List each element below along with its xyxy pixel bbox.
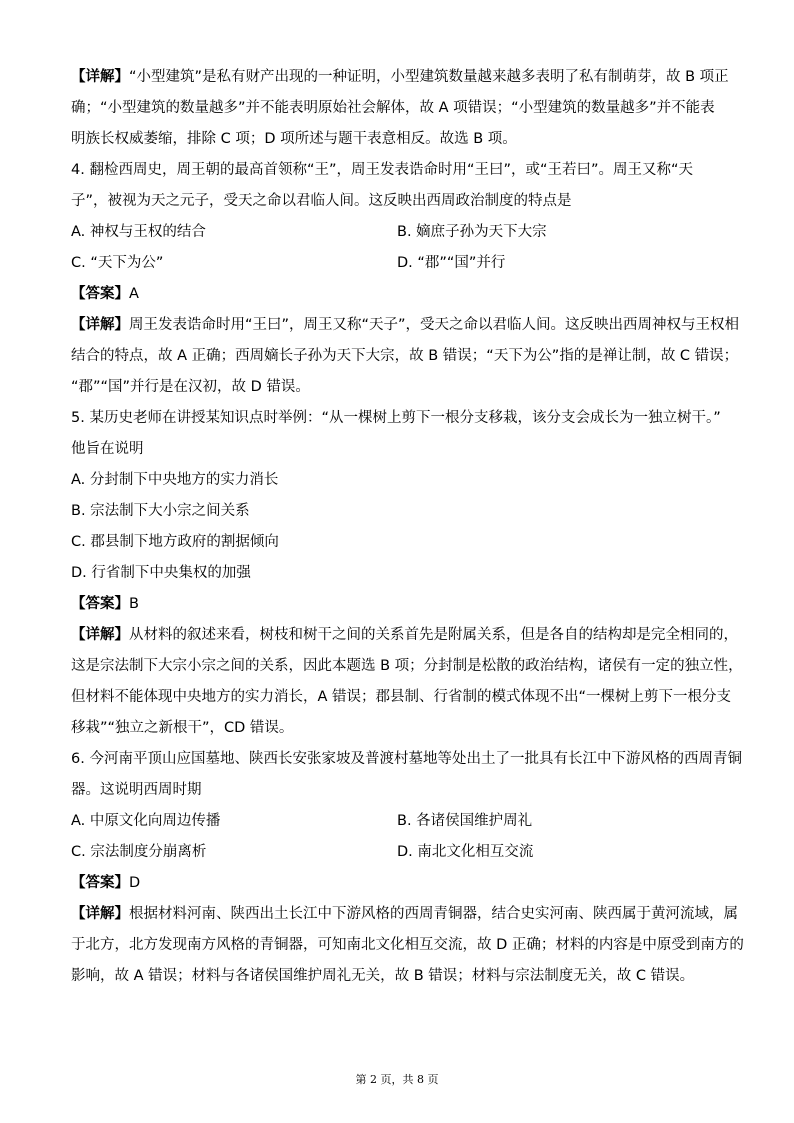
q5-detail-line-3: 但材料不能体现中央地方的实力消长，A 错误；郡县制、行省制的模式体现不出“一棵树上剪下一根分支	[71, 689, 732, 705]
q5-stem-line-2: 他旨在说明	[71, 441, 144, 457]
page-footer: 第 2 页，共 8 页	[355, 1073, 439, 1086]
q4-option-d: D. “郡”“国”并行	[397, 255, 506, 271]
answer-label: 【答案】	[71, 875, 129, 891]
document-page	[71, 62, 744, 992]
q4-detail-line-1: 【详解】周王发表诰命时用“王曰”，周王又称“天子”，受天之命以君临人间。这反映出西周神权与王权相	[71, 317, 740, 333]
q6-options-row-2	[71, 837, 725, 868]
q6-detail-line-3: 影响，故 A 错误；材料与各诸侯国维护周礼无关，故 B 错误；材料与宗法制度无关，故 C 错误。	[71, 968, 695, 984]
q4-detail-line-2: 结合的特点，故 A 正确；西周嫡长子孙为天下大宗，故 B 错误；“天下为公”指的是禅让制，故 C 错误；	[71, 348, 739, 364]
q5-detail-line-2: 这是宗法制下大宗小宗之间的关系，因此本题选 B 项；分封制是松散的政治结构，诸侯有一定的独立性，	[71, 658, 743, 674]
detail-label: 【详解】	[71, 69, 129, 85]
detail-label: 【详解】	[71, 627, 129, 643]
detail-label: 【详解】	[71, 906, 129, 922]
q4-option-a: A. 神权与王权的结合	[71, 224, 206, 240]
q5-option-a: A. 分封制下中央地方的实力消长	[71, 472, 279, 488]
detail-label: 【详解】	[71, 317, 129, 333]
q4-stem-line-1: 4. 翻检西周史，周王朝的最高首领称“王”，周王发表诰命时用“王曰”，或“王若曰”。周王又称“天	[71, 162, 694, 178]
q4-detail-line-3: “郡”“国”并行是在汉初，故 D 错误。	[71, 379, 310, 395]
q5-answer: 【答案】B	[71, 596, 139, 612]
q4-stem-line-2: 子”，被视为天之元子，受天之命以君临人间。这反映出西周政治制度的特点是	[71, 193, 572, 209]
answer-label: 【答案】	[71, 286, 129, 302]
q6-stem-line-1: 6. 今河南平顶山应国墓地、陕西长安张家坡及普渡村墓地等处出土了一批具有长江中下游风格的西周青铜	[71, 751, 742, 767]
q6-detail-line-1: 【详解】根据材料河南、陕西出土长江中下游风格的西周青铜器，结合史实河南、陕西属于黄河流域，属	[71, 906, 738, 922]
q6-answer: 【答案】D	[71, 875, 141, 891]
q6-option-b: B. 各诸侯国维护周礼	[397, 813, 533, 829]
q6-option-a: A. 中原文化向周边传播	[71, 813, 221, 829]
q5-detail-line-1: 【详解】从材料的叙述来看，树枝和树干之间的关系首先是附属关系，但是各自的结构却是完全相同的，	[71, 627, 738, 643]
q4-answer: 【答案】A	[71, 286, 139, 302]
q5-detail-line-4: 移栽”“独立之新根干”，CD 错误。	[71, 720, 294, 736]
q5-stem-line-1: 5. 某历史老师在讲授某知识点时举例：“从一棵树上剪下一根分支移栽，该分支会成长为一独立树干。”	[71, 410, 721, 426]
q6-detail-line-2: 于北方，北方发现南方风格的青铜器，可知南北文化相互交流，故 D 正确；材料的内容是中原受到南方的	[71, 937, 744, 953]
q6-option-d: D. 南北文化相互交流	[397, 844, 534, 860]
q4-option-c: C. “天下为公”	[71, 255, 164, 271]
q4-options-row-1	[71, 217, 725, 248]
q4-option-b: B. 嫡庶子孙为天下大宗	[397, 224, 547, 240]
q6-options-row-1	[71, 806, 725, 837]
q6-stem-line-2: 器。这说明西周时期	[71, 782, 202, 798]
q5-option-d: D. 行省制下中央集权的加强	[71, 565, 251, 581]
q4-options-row-2	[71, 248, 725, 279]
q3-detail-line-3: 明族长权威萎缩，排除 C 项；D 项所述与题干表意相反。故选 B 项。	[71, 131, 517, 147]
q3-detail-line-2: 确；“小型建筑的数量越多”并不能表明原始社会解体，故 A 项错误；“小型建筑的数量越多”并不能表	[71, 100, 715, 116]
q6-option-c: C. 宗法制度分崩离析	[71, 844, 207, 860]
q5-option-b: B. 宗法制下大小宗之间关系	[71, 503, 250, 519]
q3-detail-line-1: 【详解】“小型建筑”是私有财产出现的一种证明，小型建筑数量越来越多表明了私有制萌芽，故 B 项正	[71, 69, 729, 85]
q5-option-c: C. 郡县制下地方政府的割据倾向	[71, 534, 279, 550]
answer-label: 【答案】	[71, 596, 129, 612]
